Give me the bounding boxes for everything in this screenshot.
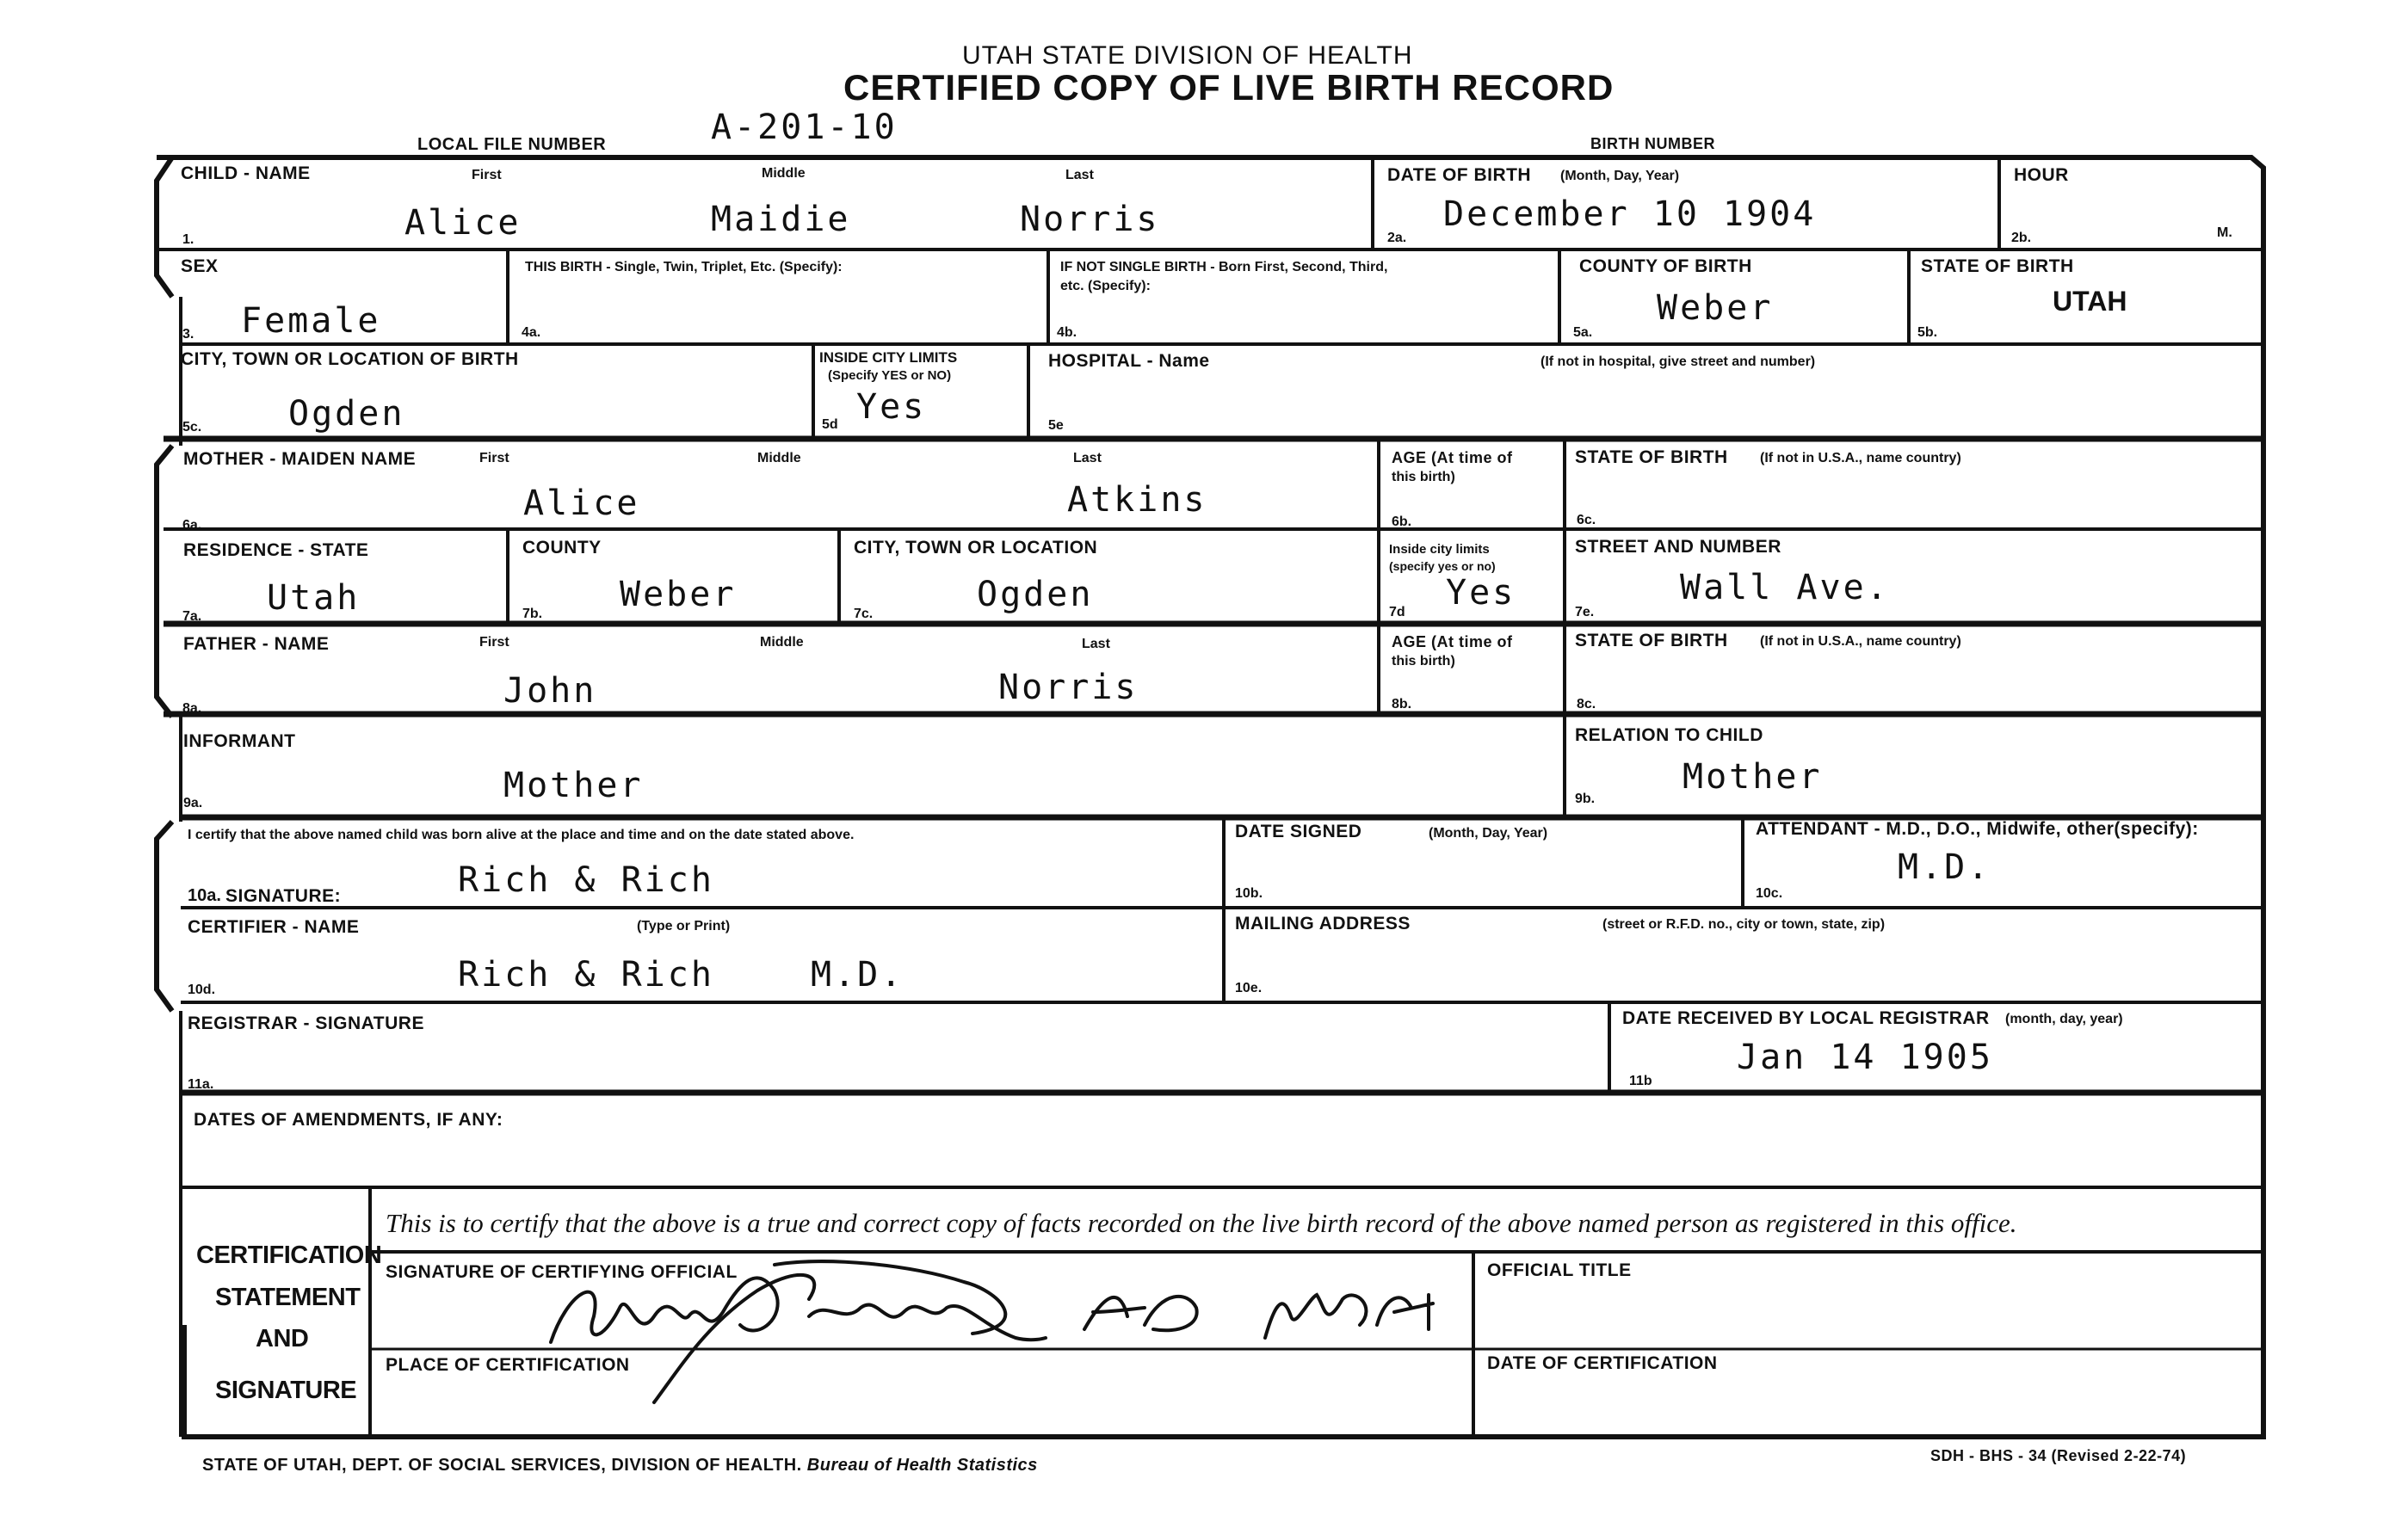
child-city-of-birth: Ogden xyxy=(288,394,405,434)
certification-statement: This is to certify that the above is a true and correct copy of facts recorded on the live birth record of the above named person as registered in this office. xyxy=(386,1208,2017,1238)
not-single-label-2: etc. (Specify): xyxy=(1060,279,1151,293)
certification-side-label-3: AND xyxy=(256,1325,309,1352)
father-first-name: John xyxy=(503,671,597,711)
certifier-signature-label: SIGNATURE: xyxy=(225,886,342,906)
mother-last-name: Atkins xyxy=(1067,480,1207,520)
certifier-name-label: CERTIFIER - NAME xyxy=(188,917,360,937)
father-name-label: FATHER - NAME xyxy=(183,634,330,654)
child-last-name: Norris xyxy=(1020,200,1160,239)
residence-county-label: COUNTY xyxy=(522,538,602,558)
first-label: First xyxy=(472,168,502,182)
field-number: 6c. xyxy=(1577,513,1596,527)
inside-city-limits-sub: (Specify YES or NO) xyxy=(828,368,952,383)
field-number: 2a. xyxy=(1387,231,1407,245)
residence-county: Weber xyxy=(620,575,737,614)
last-label: Last xyxy=(1082,637,1110,651)
certifier-name-suffix: M.D. xyxy=(811,955,905,995)
field-number: 10b. xyxy=(1235,886,1263,901)
child-inside-city-limits: Yes xyxy=(856,387,927,427)
registrar-signature-label: REGISTRAR - SIGNATURE xyxy=(188,1014,424,1033)
residence-city-label: CITY, TOWN OR LOCATION xyxy=(854,538,1098,558)
field-number: 10a. xyxy=(188,886,221,905)
father-age-sub: this birth) xyxy=(1392,654,1455,668)
dob-sub-label: (Month, Day, Year) xyxy=(1560,169,1680,183)
local-file-number-value: A-201-10 xyxy=(711,108,898,147)
footer-agency xyxy=(202,1456,1038,1476)
child-county-of-birth: Weber xyxy=(1657,288,1774,328)
mailing-address-label: MAILING ADDRESS xyxy=(1235,914,1411,933)
field-number: 10c. xyxy=(1756,886,1783,901)
mother-age-label: AGE (At time of xyxy=(1392,449,1513,466)
middle-label: Middle xyxy=(762,166,806,181)
first-label: First xyxy=(479,451,509,465)
date-received-note: (month, day, year) xyxy=(2005,1012,2123,1026)
this-birth-label: THIS BIRTH - Single, Twin, Triplet, Etc. (Specify): xyxy=(525,260,843,274)
street-label: STREET AND NUMBER xyxy=(1575,537,1781,557)
field-number: 7e. xyxy=(1575,605,1595,619)
mother-age-sub: this birth) xyxy=(1392,470,1455,484)
middle-label: Middle xyxy=(757,451,801,465)
child-state-of-birth: UTAH xyxy=(2053,286,2127,317)
field-number: 7c. xyxy=(854,607,874,621)
certifier-signature: Rich & Rich xyxy=(458,860,714,900)
child-middle-name: Maidie xyxy=(711,200,851,239)
place-of-certification-label: PLACE OF CERTIFICATION xyxy=(386,1355,630,1375)
child-name-label: CHILD - NAME xyxy=(181,163,311,183)
certifier-statement: I certify that the above named child was born alive at the place and time and on the date stated above. xyxy=(188,828,855,842)
field-number: 7a. xyxy=(182,609,202,624)
field-number: 1. xyxy=(182,232,194,247)
date-signed-label: DATE SIGNED xyxy=(1235,822,1362,841)
residence-inside-sub: (specify yes or no) xyxy=(1389,559,1496,573)
date-received-value: Jan 14 1905 xyxy=(1737,1038,1993,1077)
residence-state: Utah xyxy=(267,578,361,618)
field-number: 9a. xyxy=(183,796,203,810)
father-last-name: Norris xyxy=(998,668,1139,707)
field-number: 2b. xyxy=(2011,231,2032,245)
field-number: 5d xyxy=(822,417,838,432)
hospital-note: (If not in hospital, give street and number) xyxy=(1541,354,1816,369)
field-number: 5a. xyxy=(1573,325,1593,340)
attendant-value: M.D. xyxy=(1898,847,1991,887)
field-number: 5e xyxy=(1048,418,1064,433)
certifier-name: Rich & Rich xyxy=(458,955,714,995)
field-number: 7b. xyxy=(522,607,543,621)
certification-side-label-2: STATEMENT xyxy=(215,1284,361,1311)
residence-state-label: RESIDENCE - STATE xyxy=(183,540,369,560)
field-number: 5c. xyxy=(182,420,202,434)
certifier-name-note: (Type or Print) xyxy=(637,919,731,933)
hour-label: HOUR xyxy=(2014,165,2069,185)
amendments-label: DATES OF AMENDMENTS, IF ANY: xyxy=(194,1110,503,1130)
city-of-birth-label: CITY, TOWN OR LOCATION OF BIRTH xyxy=(181,349,519,369)
mailing-address-note: (street or R.F.D. no., city or town, state, zip) xyxy=(1602,917,1886,932)
middle-label: Middle xyxy=(760,635,804,650)
residence-inside-city-limits: Yes xyxy=(1446,573,1516,613)
field-number: 10d. xyxy=(188,983,216,997)
field-number: 6b. xyxy=(1392,514,1412,529)
certification-side-label: CERTIFICATION xyxy=(196,1242,382,1269)
residence-inside-label: Inside city limits xyxy=(1389,542,1490,557)
child-sex: Female xyxy=(241,301,381,341)
official-title-label: OFFICIAL TITLE xyxy=(1487,1260,1632,1280)
father-state-of-birth-label: STATE OF BIRTH xyxy=(1575,631,1728,650)
field-number: 8c. xyxy=(1577,697,1596,712)
field-number: 4a. xyxy=(522,325,541,340)
local-file-number-label: LOCAL FILE NUMBER xyxy=(417,135,607,154)
residence-city: Ogden xyxy=(977,575,1094,614)
birth-number-label: BIRTH NUMBER xyxy=(1590,135,1715,152)
father-sob-note: (If not in U.S.A., name country) xyxy=(1760,634,1961,649)
last-label: Last xyxy=(1073,451,1102,465)
footer-bureau: Bureau of Health Statistics xyxy=(806,1456,1038,1475)
state-of-birth-label: STATE OF BIRTH xyxy=(1921,256,2074,276)
hour-meridiem: M. xyxy=(2217,225,2232,240)
not-single-label: IF NOT SINGLE BIRTH - Born First, Second, Third, xyxy=(1060,260,1388,274)
signature-of-official-label: SIGNATURE OF CERTIFYING OFFICIAL xyxy=(386,1262,738,1282)
document-title: CERTIFIED COPY OF LIVE BIRTH RECORD xyxy=(843,67,1615,108)
field-number: 11a. xyxy=(188,1077,214,1092)
date-signed-note: (Month, Day, Year) xyxy=(1429,826,1548,841)
footer-form-id: SDH - BHS - 34 (Revised 2-22-74) xyxy=(1930,1447,2187,1464)
field-number: 5b. xyxy=(1917,325,1938,340)
relation-value: Mother xyxy=(1683,757,1823,797)
field-number: 9b. xyxy=(1575,792,1596,806)
field-number: 8b. xyxy=(1392,697,1412,712)
field-number: 8a. xyxy=(182,701,202,716)
father-age-label: AGE (At time of xyxy=(1392,633,1513,650)
dob-label: DATE OF BIRTH xyxy=(1387,165,1532,185)
mother-name-label: MOTHER - MAIDEN NAME xyxy=(183,449,417,469)
mother-state-of-birth-label: STATE OF BIRTH xyxy=(1575,447,1728,467)
inside-city-limits-label: INSIDE CITY LIMITS xyxy=(819,349,958,366)
field-number: 10e. xyxy=(1235,981,1263,995)
agency-header: UTAH STATE DIVISION OF HEALTH xyxy=(962,41,1413,70)
field-number: 3. xyxy=(182,327,194,342)
sex-label: SEX xyxy=(181,256,219,276)
attendant-label: ATTENDANT - M.D., D.O., Midwife, other(specify): xyxy=(1756,819,2199,839)
field-number: 4b. xyxy=(1057,325,1077,340)
first-label: First xyxy=(479,635,509,650)
mother-sob-note: (If not in U.S.A., name country) xyxy=(1760,451,1961,465)
mother-first-name: Alice xyxy=(523,484,640,523)
field-number: 7d xyxy=(1389,605,1405,619)
footer-agency-text: STATE OF UTAH, DEPT. OF SOCIAL SERVICES, DIVISION OF HEALTH. xyxy=(202,1456,802,1475)
certification-side-label-4: SIGNATURE xyxy=(215,1377,357,1404)
informant-value: Mother xyxy=(503,766,644,805)
child-date-of-birth: December 10 1904 xyxy=(1443,194,1817,234)
relation-label: RELATION TO CHILD xyxy=(1575,725,1763,745)
informant-label: INFORMANT xyxy=(183,731,296,751)
field-number: 6a. xyxy=(182,518,202,533)
last-label: Last xyxy=(1065,168,1094,182)
residence-street: Wall Ave. xyxy=(1680,568,1890,607)
county-of-birth-label: COUNTY OF BIRTH xyxy=(1579,256,1752,276)
child-first-name: Alice xyxy=(404,203,522,243)
hospital-label: HOSPITAL - Name xyxy=(1048,351,1210,371)
date-of-certification-label: DATE OF CERTIFICATION xyxy=(1487,1353,1718,1373)
field-number: 11b xyxy=(1629,1074,1652,1088)
date-received-label: DATE RECEIVED BY LOCAL REGISTRAR xyxy=(1622,1008,1990,1028)
